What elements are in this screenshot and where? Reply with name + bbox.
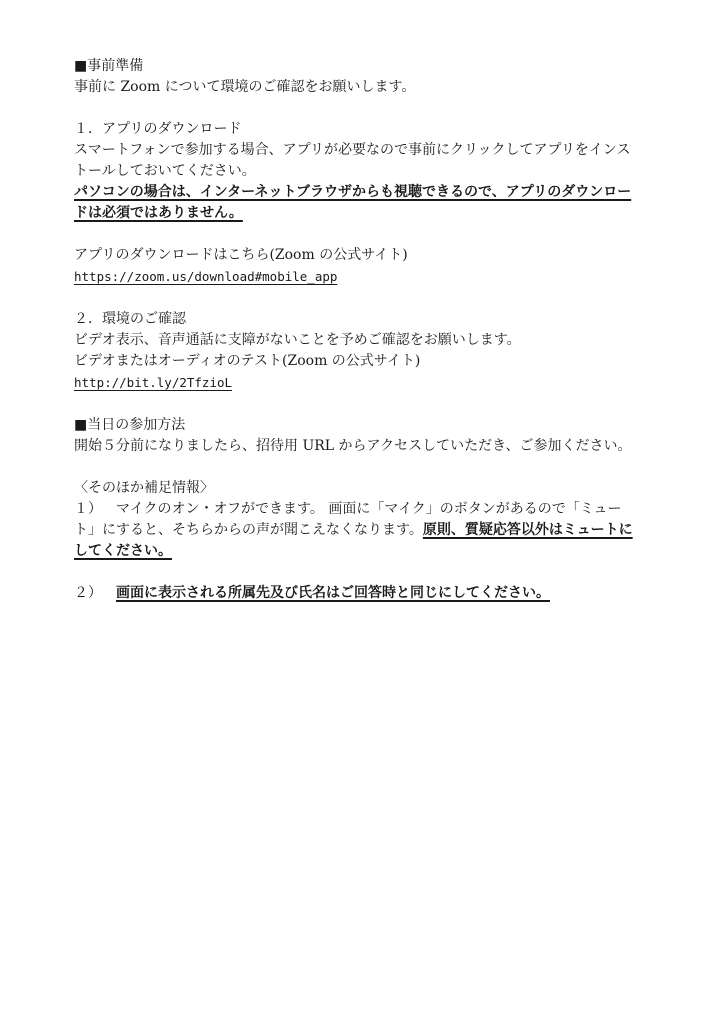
item1-line3-bold: してください。	[74, 543, 172, 559]
item1-line2-plain: ト」にすると、そちらからの声が聞こえなくなります。	[74, 522, 423, 538]
day-text: 開始５分前になりましたら、招待用 URL からアクセスしていただき、ご参加ください。	[74, 438, 632, 454]
item1-line1: マイクのオン・オフができます。 画面に「マイク」のボタンがあるので「ミュー	[116, 501, 622, 517]
zoom-download-link[interactable]: https://zoom.us/download#mobile_app	[74, 269, 338, 284]
section1-bold-line1: パソコンの場合は、インターネットブラウザからも視聴できるので、アプリのダウンロー	[74, 184, 632, 200]
item2-number: ２）	[74, 585, 102, 601]
section1-bold-line2: ドは必須ではありません。	[74, 205, 243, 221]
zoom-test-link[interactable]: http://bit.ly/2TfzioL	[74, 375, 233, 390]
prep-heading: ■事前準備	[74, 58, 144, 74]
item1-line2-bold: 原則、質疑応答以外はミュートに	[422, 522, 633, 538]
section1-text-line2: トールしておいてください。	[74, 163, 256, 179]
day-heading: ■当日の参加方法	[74, 417, 186, 433]
section2-text: ビデオ表示、音声通話に支障がないことを予めご確認をお願いします。	[74, 332, 521, 348]
section1-link-label: アプリのダウンロードはこちら(Zoom の公式サイト)	[74, 247, 408, 263]
prep-text: 事前に Zoom について環境のご確認をお願いします。	[74, 79, 416, 95]
section1-heading: １．アプリのダウンロード	[74, 121, 242, 137]
section2-link-label: ビデオまたはオーディオのテスト(Zoom の公式サイト)	[74, 353, 421, 369]
item1-number: １）	[74, 501, 102, 517]
section2-heading: ２．環境のご確認	[74, 311, 186, 327]
section1-text-line1: スマートフォンで参加する場合、アプリが必要なので事前にクリックしてアプリをインス	[74, 142, 631, 158]
item2-bold: 画面に表示される所属先及び氏名はご回答時と同じにしてください。	[116, 585, 550, 601]
supplement-heading: 〈そのほか補足情報〉	[74, 480, 214, 496]
